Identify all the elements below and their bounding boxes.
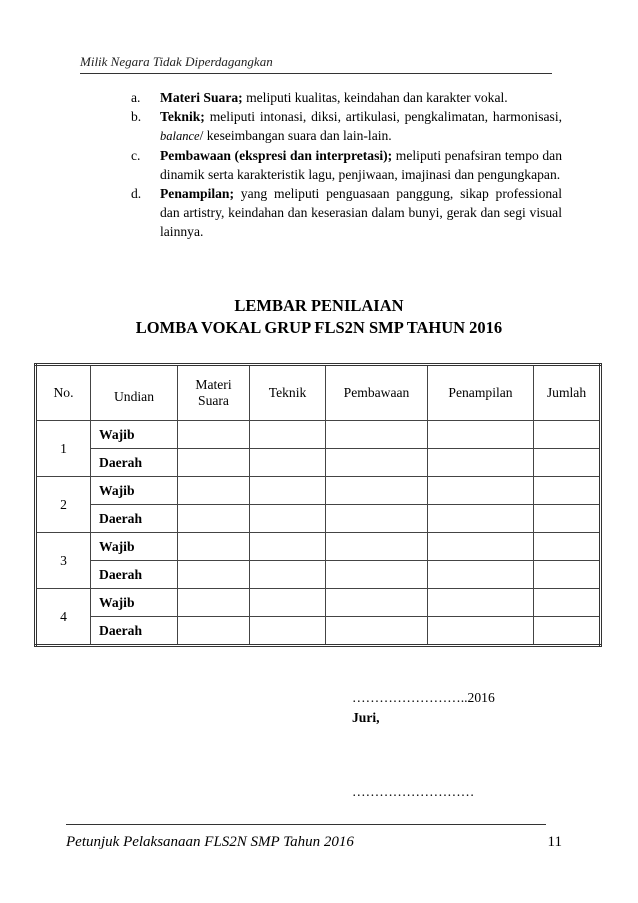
- col-header-teknik: Teknik: [250, 365, 326, 421]
- col-header-no: No.: [36, 365, 91, 421]
- score-cell[interactable]: [326, 505, 428, 533]
- score-cell[interactable]: [326, 449, 428, 477]
- score-cell[interactable]: [326, 561, 428, 589]
- score-cell[interactable]: [534, 589, 601, 617]
- row-number: 4: [36, 589, 91, 646]
- score-cell[interactable]: [428, 449, 534, 477]
- col-header-materi-suara: [178, 365, 250, 421]
- col-header-jumlah: Jumlah: [534, 365, 601, 421]
- score-cell[interactable]: [250, 533, 326, 561]
- criteria-description: meliputi penafsiran tempo dan dinamik serta karakteristik lagu, penjiwaan, imajinasi dan pengungkapan.: [160, 148, 562, 182]
- undian-label: Wajib: [91, 533, 178, 561]
- score-cell[interactable]: [534, 505, 601, 533]
- score-cell[interactable]: [178, 505, 250, 533]
- table-row: [36, 589, 601, 617]
- criteria-letter: b.: [131, 109, 142, 124]
- score-cell[interactable]: [326, 533, 428, 561]
- criteria-letter: a.: [131, 90, 141, 105]
- criteria-term: Teknik;: [160, 109, 205, 124]
- criteria-letter: c.: [131, 148, 141, 163]
- col-header-undian: [91, 365, 178, 421]
- score-cell[interactable]: [428, 505, 534, 533]
- criteria-term: Penampilan;: [160, 186, 235, 201]
- footer-title: Petunjuk Pelaksanaan FLS2N SMP Tahun 2016: [66, 834, 354, 850]
- score-cell[interactable]: [428, 561, 534, 589]
- score-cell[interactable]: [178, 477, 250, 505]
- page-header: Milik Negara Tidak Diperdagangkan: [80, 54, 273, 69]
- criteria-item: [131, 146, 562, 184]
- table-row: [36, 477, 601, 505]
- criteria-item: [131, 107, 562, 146]
- score-cell[interactable]: [534, 617, 601, 646]
- score-cell[interactable]: [178, 449, 250, 477]
- table-row: [36, 561, 601, 589]
- undian-label: Daerah: [91, 617, 178, 646]
- undian-label: Wajib: [91, 477, 178, 505]
- score-cell[interactable]: [428, 421, 534, 449]
- signature-date: ……………………..2016: [352, 690, 495, 705]
- table-header-row: [36, 365, 601, 421]
- score-cell[interactable]: [326, 617, 428, 646]
- score-cell[interactable]: [534, 449, 601, 477]
- page-number: 11: [547, 834, 562, 850]
- criteria-description: yang meliputi penguasaan panggung, sikap professional dan artistry, keindahan dan keserasian dalam bunyi, gerak dan segi visual lainnya.: [160, 186, 562, 239]
- header-divider: [80, 73, 552, 74]
- score-cell[interactable]: [250, 561, 326, 589]
- criteria-term: Materi Suara;: [160, 90, 243, 105]
- score-cell[interactable]: [250, 617, 326, 646]
- footer-divider: [66, 824, 546, 825]
- form-subtitle: LOMBA VOKAL GRUP FLS2N SMP TAHUN 2016: [135, 318, 503, 337]
- table-row: [36, 449, 601, 477]
- col-header-materi-line2: Suara: [198, 393, 229, 408]
- table-row: [36, 421, 601, 449]
- criteria-item: [131, 184, 562, 241]
- score-cell[interactable]: [428, 477, 534, 505]
- score-cell[interactable]: [250, 505, 326, 533]
- score-cell[interactable]: [250, 449, 326, 477]
- score-cell[interactable]: [178, 617, 250, 646]
- criteria-description: meliputi kualitas, keindahan dan karakter vokal.: [242, 90, 508, 105]
- table-row: [36, 617, 601, 646]
- col-header-undian-label: Undian: [113, 389, 155, 404]
- undian-label: Daerah: [91, 449, 178, 477]
- row-number: 1: [36, 421, 91, 477]
- signature-role: Juri,: [352, 710, 380, 725]
- score-cell[interactable]: [428, 589, 534, 617]
- criteria-italic-term: balance: [160, 129, 200, 143]
- score-cell[interactable]: [178, 533, 250, 561]
- score-cell[interactable]: [178, 421, 250, 449]
- score-cell[interactable]: [250, 421, 326, 449]
- score-cell[interactable]: [178, 589, 250, 617]
- row-number: 2: [36, 477, 91, 533]
- col-header-materi-line1: Materi: [195, 377, 232, 392]
- score-cell[interactable]: [534, 561, 601, 589]
- col-header-pembawaan: Pembawaan: [326, 365, 428, 421]
- criteria-list: [131, 88, 562, 241]
- criteria-item: [131, 88, 562, 107]
- criteria-letter: d.: [131, 186, 142, 201]
- criteria-description: meliputi intonasi, diksi, artikulasi, pengkalimatan, harmonisasi,: [204, 109, 562, 124]
- score-cell[interactable]: [326, 421, 428, 449]
- criteria-description-cont: / keseimbangan suara dan lain-lain.: [199, 128, 392, 143]
- score-cell[interactable]: [326, 477, 428, 505]
- assessment-table: [34, 363, 602, 647]
- undian-label: Wajib: [91, 589, 178, 617]
- undian-label: Daerah: [91, 505, 178, 533]
- form-title: LEMBAR PENILAIAN: [234, 296, 404, 315]
- row-number: 3: [36, 533, 91, 589]
- score-cell[interactable]: [178, 561, 250, 589]
- score-cell[interactable]: [428, 533, 534, 561]
- score-cell[interactable]: [250, 477, 326, 505]
- score-cell[interactable]: [534, 533, 601, 561]
- col-header-penampilan: Penampilan: [428, 365, 534, 421]
- table-row: [36, 505, 601, 533]
- table-row: [36, 533, 601, 561]
- score-cell[interactable]: [326, 589, 428, 617]
- score-cell[interactable]: [428, 617, 534, 646]
- undian-label: Wajib: [91, 421, 178, 449]
- undian-label: Daerah: [91, 561, 178, 589]
- criteria-term: Pembawaan (ekspresi dan interpretasi);: [160, 148, 393, 163]
- signature-line: ………………………: [352, 784, 475, 799]
- score-cell[interactable]: [250, 589, 326, 617]
- score-cell[interactable]: [534, 477, 601, 505]
- score-cell[interactable]: [534, 421, 601, 449]
